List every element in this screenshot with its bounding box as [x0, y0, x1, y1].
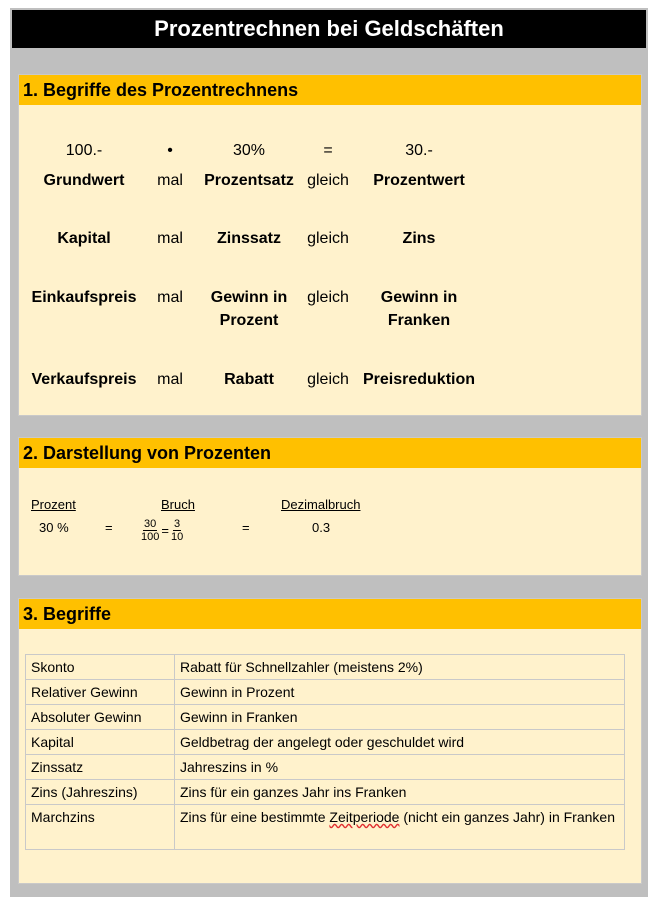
spellcheck-marked-word: Zeitperiode — [329, 809, 400, 825]
label-dezimalbruch: Dezimalbruch — [281, 497, 361, 512]
equals-sign: = — [105, 520, 113, 535]
section-darstellung-prozenten — [18, 437, 642, 576]
definition-cell: Jahreszins in % — [175, 755, 625, 780]
operator-mal: mal — [157, 289, 183, 306]
operator-gleich: gleich — [307, 371, 349, 388]
page-title: Prozentrechnen bei Geldschäften — [12, 10, 646, 48]
term-gewinn-in-franken — [359, 286, 479, 332]
term-cell: Zins (Jahreszins) — [26, 780, 175, 805]
fraction-numerator: 30 — [144, 518, 157, 530]
section-begriffe — [18, 598, 642, 884]
term-kapital: Kapital — [57, 230, 111, 247]
term-line: Gewinn in — [210, 289, 288, 306]
term-line: Prozent — [219, 312, 279, 329]
term-cell: Zinssatz — [26, 755, 175, 780]
term-line: Franken — [387, 312, 451, 329]
fraction-30-100 — [141, 518, 159, 543]
definition-cell: Gewinn in Franken — [175, 705, 625, 730]
fraction-numerator: 3 — [174, 518, 181, 530]
term-preisreduktion: Preisreduktion — [362, 371, 476, 388]
table-row — [26, 780, 625, 805]
example-equals: = — [323, 142, 333, 159]
label-bruch: Bruch — [161, 497, 195, 512]
term-cell: Skonto — [26, 655, 175, 680]
term-einkaufspreis: Einkaufspreis — [31, 289, 137, 306]
example-multiply-dot: • — [167, 142, 173, 159]
operator-gleich: gleich — [307, 289, 349, 306]
operator-mal: mal — [157, 371, 183, 388]
equals-sign: = — [161, 523, 169, 538]
example-rate: 30% — [232, 142, 266, 159]
operator-gleich: gleich — [307, 230, 349, 247]
term-cell: Marchzins — [26, 805, 175, 850]
definition-cell: Zins für ein ganzes Jahr ins Franken — [175, 780, 625, 805]
section-begriffe-prozentrechnen — [18, 74, 642, 416]
fraction-3-10 — [171, 518, 183, 543]
table-row — [26, 755, 625, 780]
definition-cell: Rabatt für Schnellzahler (meistens 2%) — [175, 655, 625, 680]
term-rabatt: Rabatt — [224, 371, 274, 388]
term-prozentwert: Prozentwert — [373, 172, 465, 189]
example-result: 30.- — [405, 142, 433, 159]
definition-text: Zins für eine bestimmte — [180, 809, 330, 825]
label-prozent: Prozent — [31, 497, 76, 512]
definition-cell: Geldbetrag der angelegt oder geschuldet wird — [175, 730, 625, 755]
term-verkaufspreis: Verkaufspreis — [31, 371, 137, 388]
section-heading: 1. Begriffe des Prozentrechnens — [19, 75, 641, 105]
definition-cell: Gewinn in Prozent — [175, 680, 625, 705]
term-grundwert: Grundwert — [43, 172, 125, 189]
table-row — [26, 680, 625, 705]
fraction-denominator: 10 — [170, 531, 184, 543]
equals-sign: = — [242, 520, 250, 535]
fraction-expression — [141, 518, 183, 543]
fraction-denominator: 100 — [141, 531, 160, 543]
operator-mal: mal — [157, 230, 183, 247]
term-zins: Zins — [402, 230, 436, 247]
section-heading: 3. Begriffe — [19, 599, 641, 629]
term-gewinn-in-prozent — [199, 286, 299, 332]
term-cell: Relativer Gewinn — [26, 680, 175, 705]
value-dezimalbruch: 0.3 — [312, 520, 331, 535]
operator-gleich: gleich — [307, 172, 349, 189]
term-cell: Absoluter Gewinn — [26, 705, 175, 730]
value-prozent: 30 % — [39, 520, 69, 535]
term-prozentsatz: Prozentsatz — [204, 172, 294, 189]
table-row — [26, 705, 625, 730]
table-row — [26, 730, 625, 755]
table-row — [26, 805, 625, 850]
terms-table — [25, 654, 625, 850]
term-line: Gewinn in — [380, 289, 458, 306]
term-zinssatz: Zinssatz — [216, 230, 281, 247]
definition-text: (nicht ein ganzes Jahr) in Franken — [399, 809, 615, 825]
section-heading: 2. Darstellung von Prozenten — [19, 438, 641, 468]
definition-cell — [175, 805, 625, 850]
example-base: 100.- — [65, 142, 103, 159]
document-sheet — [10, 8, 648, 897]
table-row — [26, 655, 625, 680]
operator-mal: mal — [157, 172, 183, 189]
term-cell: Kapital — [26, 730, 175, 755]
